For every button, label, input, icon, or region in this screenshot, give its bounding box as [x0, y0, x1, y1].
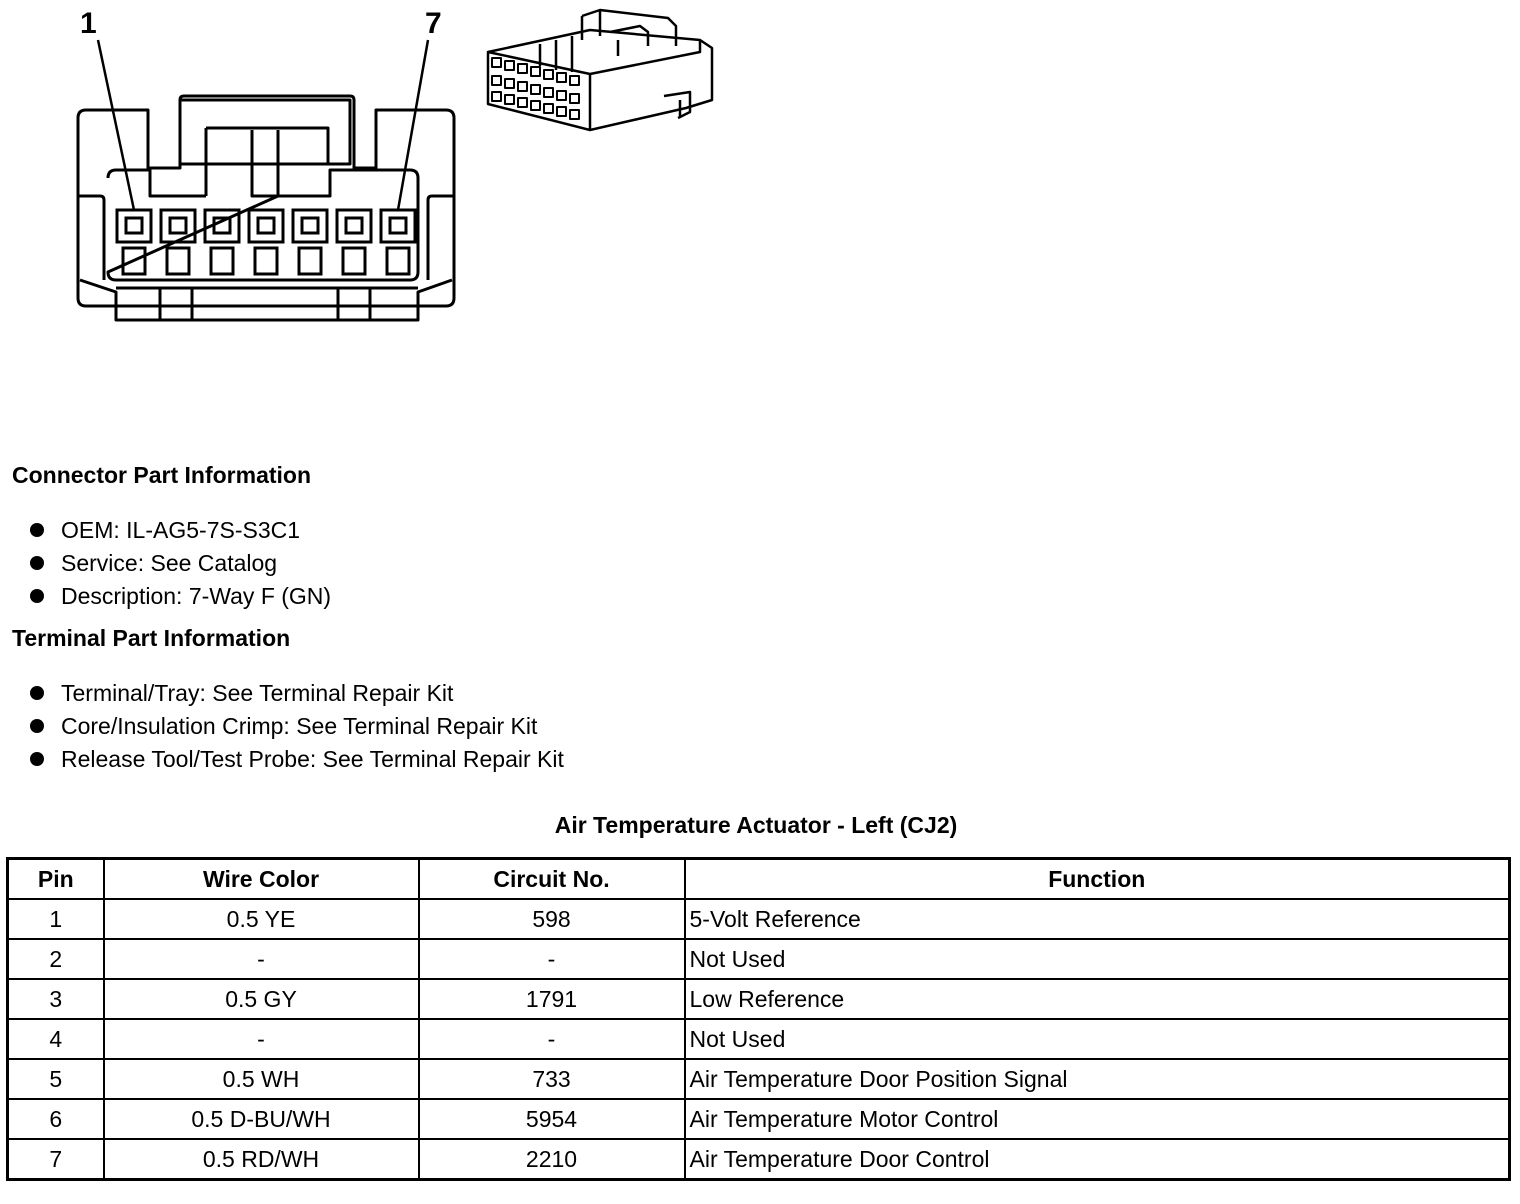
pin-1-label: 1 [80, 7, 97, 40]
column-header-pin: Pin [8, 859, 104, 900]
column-header-circuit-no: Circuit No. [419, 859, 685, 900]
column-header-wire-color: Wire Color [104, 859, 419, 900]
terminal-info-heading: Terminal Part Information [12, 625, 291, 651]
terminal-cavity [161, 210, 195, 242]
terminal-cavity [337, 210, 371, 242]
connector-info-list [30, 514, 331, 613]
list-item: Service: See Catalog [30, 547, 331, 580]
circuit-cell: - [419, 1019, 685, 1059]
circuit-cell: 733 [419, 1059, 685, 1099]
table-row [8, 1019, 1510, 1059]
pinout-table [6, 857, 1511, 1181]
terminal-cavity [293, 210, 327, 242]
table-title: Air Temperature Actuator - Left (CJ2) [554, 812, 958, 838]
wire-color-cell: 0.5 RD/WH [104, 1139, 419, 1180]
pin-1-leader-line [98, 40, 134, 210]
table-row [8, 1099, 1510, 1139]
pin-cell: 4 [8, 1019, 104, 1059]
list-item: Terminal/Tray: See Terminal Repair Kit [30, 677, 564, 710]
list-item: Release Tool/Test Probe: See Terminal Repair Kit [30, 743, 564, 776]
wire-color-cell: 0.5 WH [104, 1059, 419, 1099]
pin-7-label: 7 [425, 7, 442, 40]
pin-cell: 1 [8, 899, 104, 939]
circuit-cell: - [419, 939, 685, 979]
table-row [8, 939, 1510, 979]
terminal-cavity [381, 210, 415, 242]
wire-color-cell: - [104, 1019, 419, 1059]
connector-info-heading: Connector Part Information [12, 462, 312, 488]
bullet-icon [30, 686, 44, 700]
function-cell: Air Temperature Door Control [685, 1139, 1510, 1180]
list-item: Description: 7-Way F (GN) [30, 580, 331, 613]
bullet-icon [30, 589, 44, 603]
wire-color-cell: - [104, 939, 419, 979]
wire-color-cell: 0.5 D-BU/WH [104, 1099, 419, 1139]
table-row [8, 1059, 1510, 1099]
bullet-icon [30, 556, 44, 570]
connector-skirt [80, 280, 452, 320]
pin-cell: 3 [8, 979, 104, 1019]
terminal-cavity [249, 210, 283, 242]
wire-color-cell: 0.5 GY [104, 979, 419, 1019]
list-item: Core/Insulation Crimp: See Terminal Repair Kit [30, 710, 564, 743]
function-cell: Not Used [685, 939, 1510, 979]
pin-cell: 7 [8, 1139, 104, 1180]
list-item: OEM: IL-AG5-7S-S3C1 [30, 514, 331, 547]
function-cell: Low Reference [685, 979, 1510, 1019]
terminal-cavity [117, 210, 151, 242]
bullet-icon [30, 719, 44, 733]
circuit-cell: 5954 [419, 1099, 685, 1139]
table-header-row [8, 859, 1510, 900]
bullet-icon [30, 523, 44, 537]
circuit-cell: 1791 [419, 979, 685, 1019]
pin-7-leader-line [398, 40, 428, 210]
circuit-cell: 598 [419, 899, 685, 939]
pin-cell: 5 [8, 1059, 104, 1099]
connector-isometric-view [488, 10, 712, 130]
wire-color-cell: 0.5 YE [104, 899, 419, 939]
column-header-function: Function [685, 859, 1510, 900]
function-cell: Air Temperature Door Position Signal [685, 1059, 1510, 1099]
connector-diagram [0, 0, 760, 340]
function-cell: 5-Volt Reference [685, 899, 1510, 939]
terminal-info-list [30, 677, 564, 776]
pin-cell: 6 [8, 1099, 104, 1139]
function-cell: Air Temperature Motor Control [685, 1099, 1510, 1139]
function-cell: Not Used [685, 1019, 1510, 1059]
table-row [8, 899, 1510, 939]
pin-cell: 2 [8, 939, 104, 979]
table-row [8, 979, 1510, 1019]
bullet-icon [30, 752, 44, 766]
circuit-cell: 2210 [419, 1139, 685, 1180]
table-row [8, 1139, 1510, 1180]
